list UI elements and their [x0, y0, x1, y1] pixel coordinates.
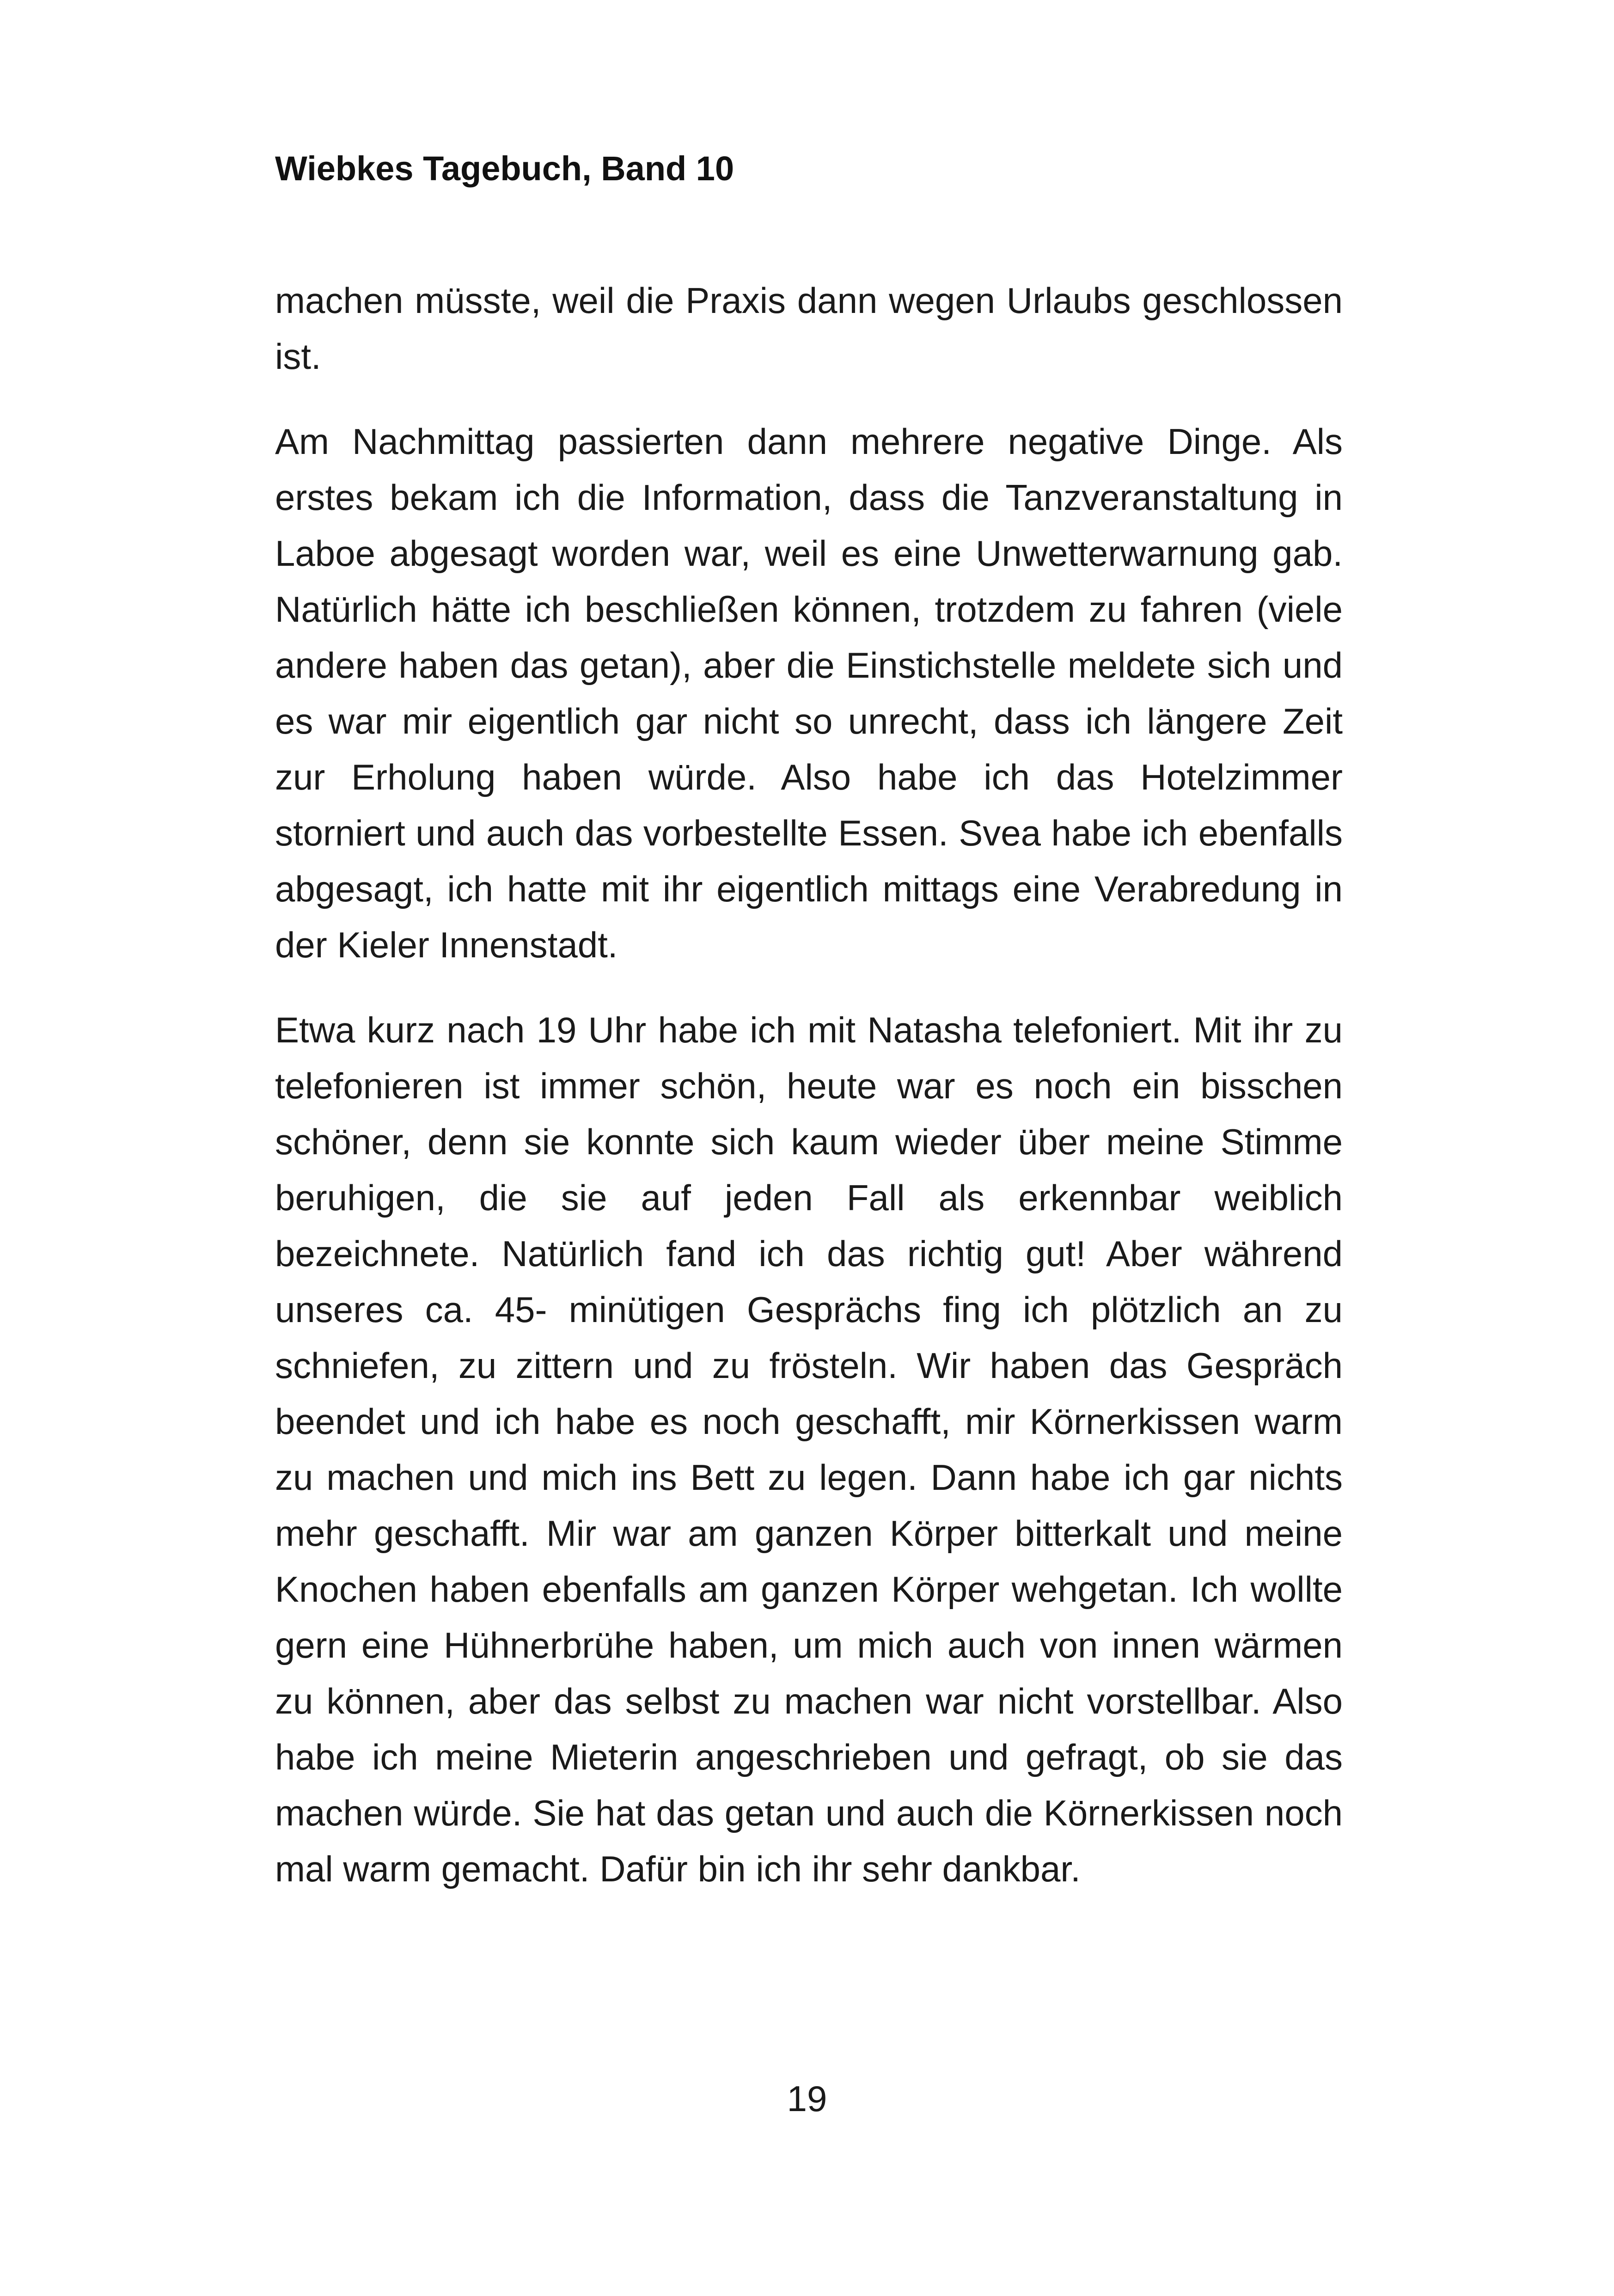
paragraph-3: Etwa kurz nach 19 Uhr habe ich mit Natasha telefoniert. Mit ihr zu telefonieren ist immer schön, heute war es noch ein bisschen schöner, denn sie konnte sich kaum wieder über meine Stimme beruhigen, die sie auf jeden Fall als erkennbar weiblich bezeichnete. Natürlich fand ich das richtig gut! Aber während unseres ca. 45- minütigen Gesprächs fing ich plötzlich an zu schniefen, zu zittern und zu frösteln. Wir haben das Gespräch beendet und ich habe es noch geschafft, mir Körnerkissen warm zu machen und mich ins Bett zu legen. Dann habe ich gar nichts mehr geschafft. Mir war am ganzen Körper bitterkalt und meine Knochen haben ebenfalls am ganzen Körper wehgetan. Ich wollte gern eine Hühnerbrühe haben, um mich auch von innen wärmen zu können, aber das selbst zu machen war nicht vorstellbar. Also habe ich meine Mieterin angeschrieben und gefragt, ob sie das machen würde. Sie hat das getan und auch die Körnerkissen noch mal warm gemacht. Dafür bin ich ihr sehr dankbar. [275, 1010, 1343, 1889]
running-header-title: Wiebkes Tagebuch, Band 10 [275, 149, 734, 188]
paragraph-2: Am Nachmittag passierten dann mehrere negative Dinge. Als erstes bekam ich die Information, dass die Tanzveranstaltung in Laboe abgesagt worden war, weil es eine Unwetterwarnung gab. Natürlich hätte ich beschließen können, trotzdem zu fahren (viele andere haben das getan), aber die Einstichstelle meldete sich und es war mir eigentlich gar nicht so unrecht, dass ich längere Zeit zur Erholung haben würde. Also habe ich das Hotelzimmer storniert und auch das vorbestellte Essen. Svea habe ich ebenfalls abgesagt, ich hatte mit ihr eigentlich mittags eine Verabredung in der Kieler Innenstadt. [275, 421, 1343, 965]
page-number: 19 [787, 2078, 827, 2119]
paragraph-1: machen müsste, weil die Praxis dann wegen Urlaubs geschlossen ist. [275, 280, 1343, 377]
body-text [275, 273, 1343, 1897]
